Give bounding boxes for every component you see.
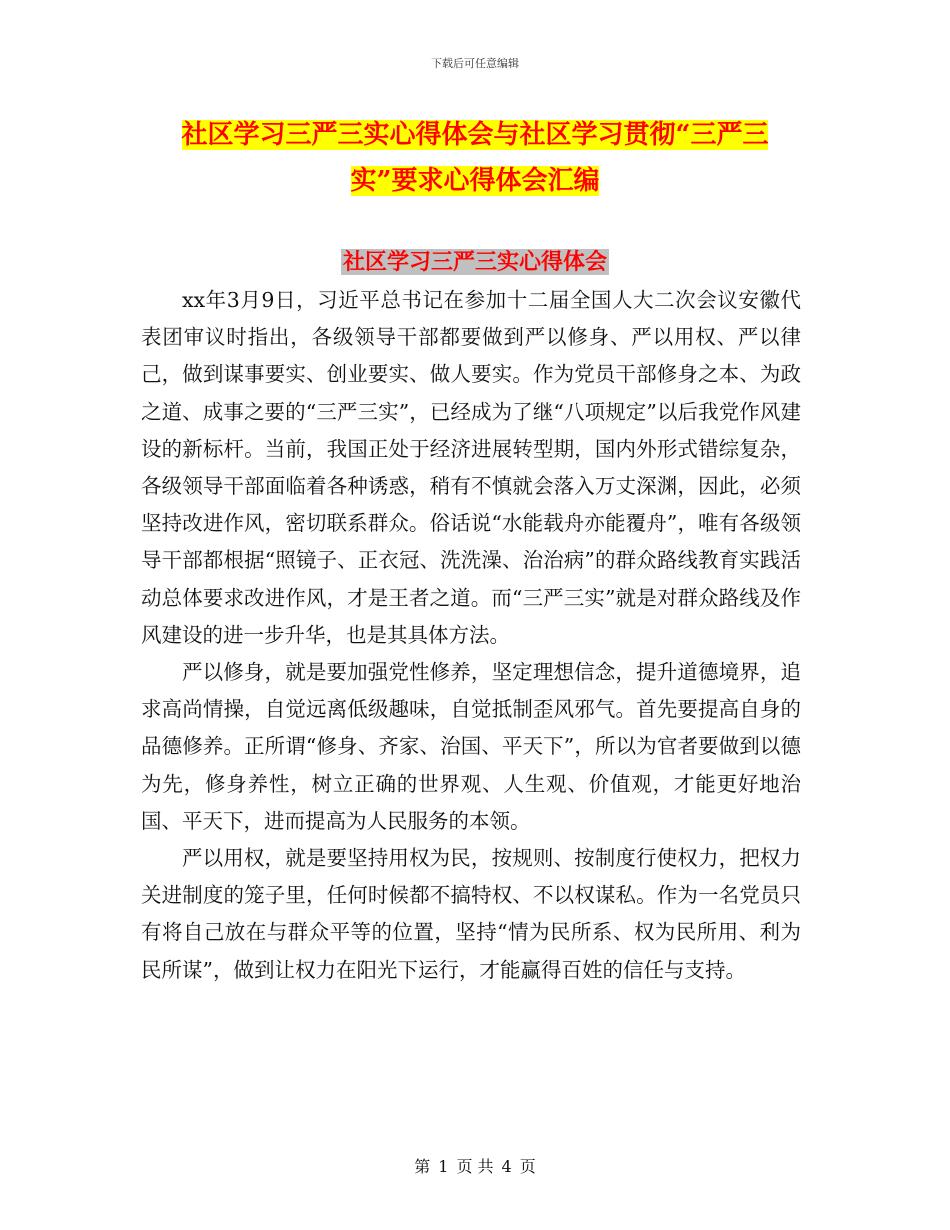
footer-label-pages: 页 — [519, 1157, 536, 1176]
paragraph: 严以修身，就是要加强党性修养，坚定理想信念，提升道德境界，追求高尚情操，自觉远离低级趣味，自觉抵制歪风邪气。首先要提高自身的品德修养。正所谓“修身、齐家、治国、平天下”，所以为官者要做到以德为先，修身养性，树立正确的世界观、人生观、价值观，才能更好地治国、平天下，进而提高为人民服务的本领。 — [141, 660, 801, 833]
section-title-text: 社区学习三严三实心得体会 — [342, 249, 607, 275]
section-title — [0, 246, 950, 278]
footer-current-page: 1 — [438, 1157, 449, 1176]
page-footer — [0, 1154, 950, 1177]
header-note: 下载后可任意编辑 — [431, 57, 519, 70]
document-title-line-1: 社区学习三严三实心得体会与社区学习贯彻“三严三 — [181, 120, 769, 150]
paragraph: xx年3月9日，习近平总书记在参加十二届全国人大二次会议安徽代表团审议时指出，各级领导干部都要做到严以修身、严以用权、严以律己，做到谋事要实、创业要实、做人要实。作为党员干部修身之本、为政之道、成事之要的“三严三实”，已经成为了继“八项规定”以后我党作风建设的新标杆。当前，我国正处于经济进展转型期，国内外形式错综复杂，各级领导干部面临着各种诱惑，稍有不慎就会落入万丈深渊，因此，必须坚持改进作风，密切联系群众。俗话说“水能载舟亦能覆舟”，唯有各级领导干部都根据“照镜子、正衣冠、洗洗澡、治治病”的群众路线教育实践活动总体要求改进作风，才是王者之道。而“三严三实”就是对群众路线及作风建设的进一步升华，也是其具体方法。 — [141, 288, 801, 647]
footer-label-of: 页 共 — [456, 1157, 494, 1176]
footer-total-pages: 4 — [501, 1157, 512, 1176]
paragraph: 严以用权，就是要坚持用权为民，按规则、按制度行使权力，把权力关进制度的笼子里，任何时候都不搞特权、不以权谋私。作为一名党员只有将自己放在与群众平等的位置，坚持“情为民所系、权为民所用、利为民所谋”，做到让权力在阳光下运行，才能赢得百姓的信任与支持。 — [141, 846, 801, 982]
document-body — [141, 282, 801, 989]
document-title-line-2: 实”要求心得体会汇编 — [350, 166, 600, 196]
footer-label-page: 第 — [414, 1157, 431, 1176]
document-title — [140, 112, 810, 204]
